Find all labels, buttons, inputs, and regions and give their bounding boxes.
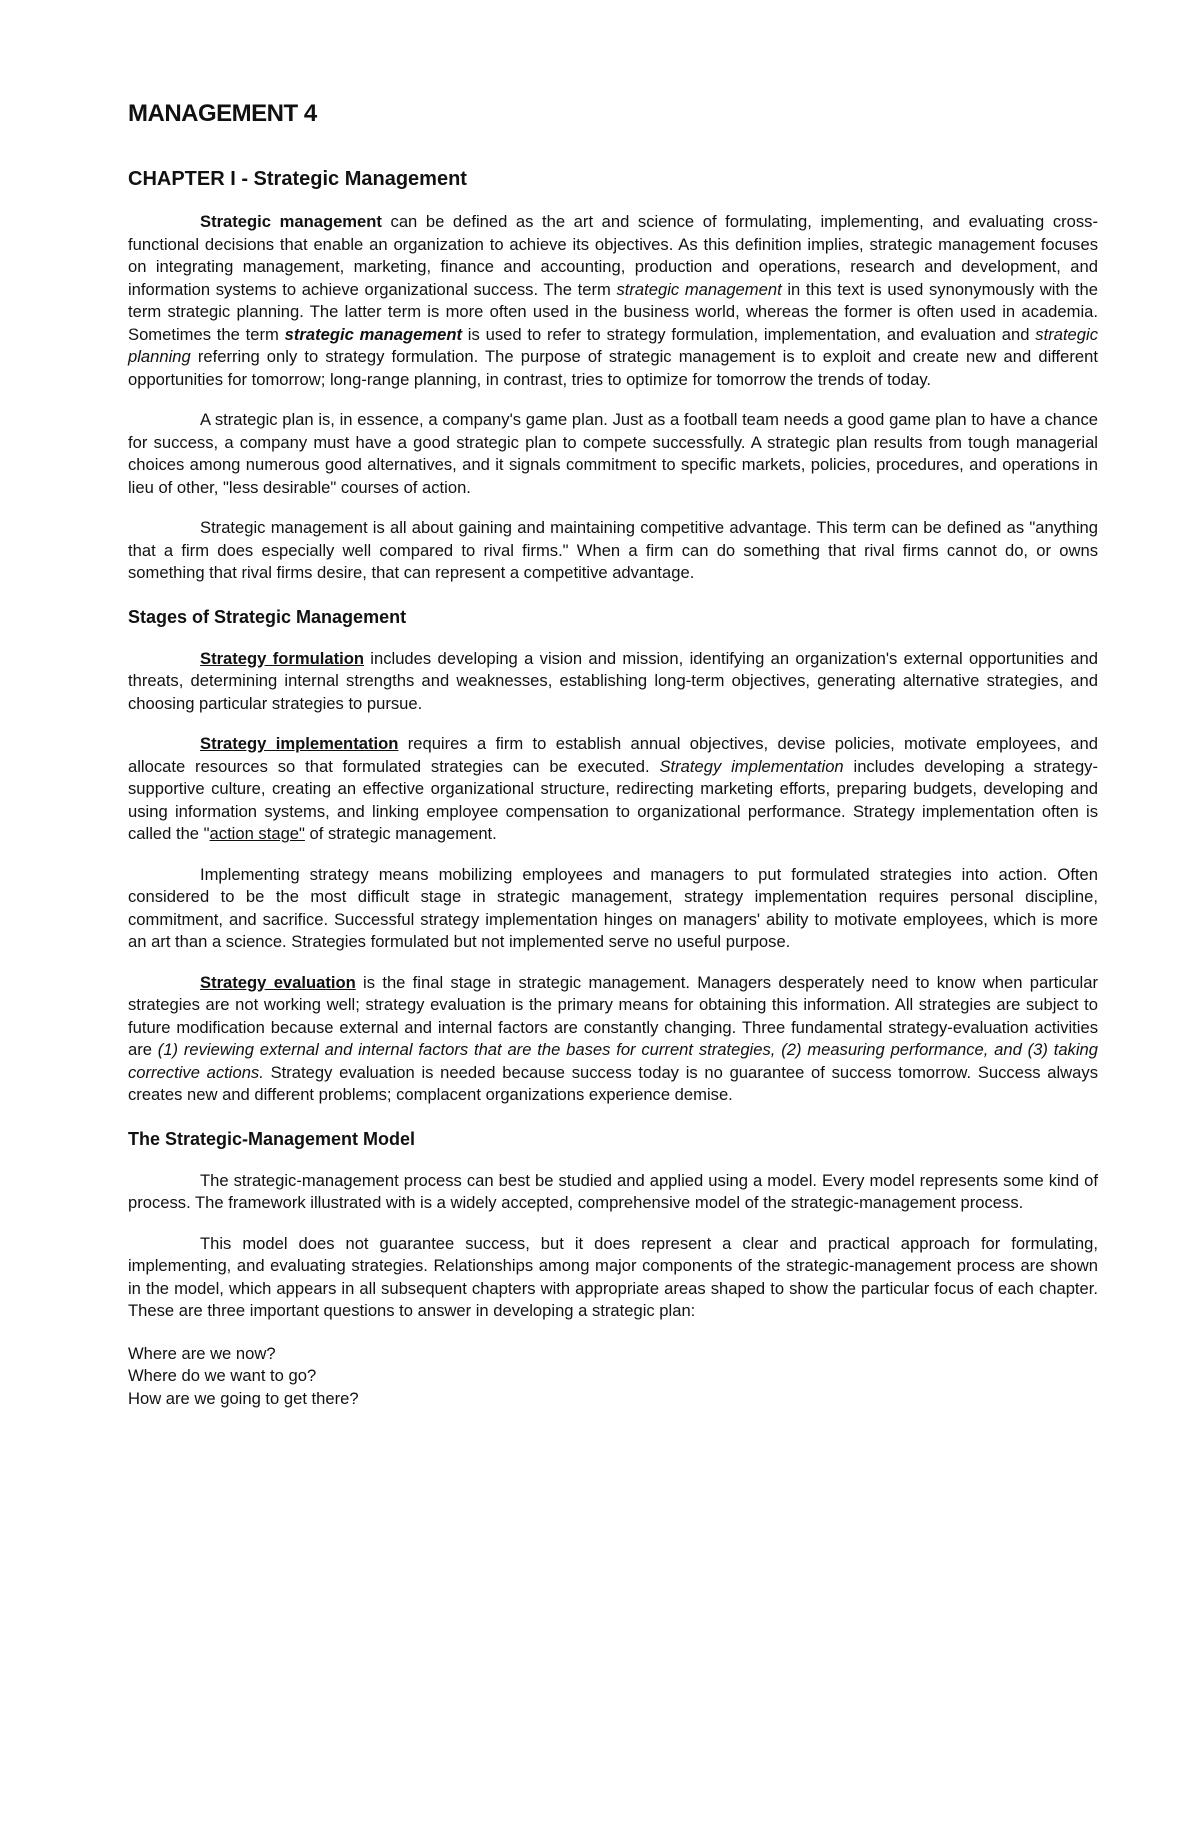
model-paragraph-2: This model does not guarantee success, but it does represent a clear and practical approach for formulating, implementing, and evaluating strategies. Relationships among major components of the strategic-management process are shown in the model, which appears in all subsequent chapters with appropriate areas shaped to show the particular focus of each chapter. These are three important questions to answer in developing a strategic plan: bbox=[128, 1233, 1098, 1320]
term-action-stage: action stage" bbox=[209, 824, 305, 843]
implementation-text-1: requires a firm to establish annual objectives, devise policies, motivate employees, and allocate resources so that formulated strategies can be executed. bbox=[128, 734, 1098, 776]
formulation-text: includes developing a vision and mission, identifying an organization's external opportunities and threats, determining internal strengths and weaknesses, establishing long-term objectives, generating alternative strategies, and choosing particular strategies to pursue. bbox=[128, 648, 1098, 713]
evaluation-emphasis: (1) reviewing external and internal factors that are the bases for current strategies, (2) measuring performance, and (3) taking corrective actions. bbox=[128, 1040, 1099, 1082]
model-heading: The Strategic-Management Model bbox=[128, 1128, 416, 1149]
intro-p1-text-4: referring only to strategy formulation. The purpose of strategic management is to exploit and create new and different opportunities for tomorrow; long-range planning, in contrast, tries to optimize for tomorrow the trends of today. bbox=[128, 347, 1098, 389]
question-item: Where are we now? bbox=[128, 1343, 276, 1363]
document-content bbox=[128, 100, 1098, 1410]
implementation-text-2: includes developing a strategy-supportive culture, creating an effective organizational structure, redirecting marketing efforts, preparing budgets, developing and using information systems, and linking employee compensation to organizational performance. Strategy implementation often is called the " bbox=[128, 756, 1099, 843]
intro-p1-emphasis-3: strategic planning bbox=[128, 324, 1098, 366]
question-item: How are we going to get there? bbox=[128, 1388, 359, 1408]
questions-list bbox=[128, 1343, 1098, 1411]
question-item: Where do we want to go? bbox=[128, 1366, 317, 1385]
evaluation-text-1: is the final stage in strategic management. Managers desperately need to know when particular strategies are not working well; strategy evaluation is the primary means for obtaining this information. All strategies are subject to future modification because external and internal factors are constantly changing. Three fundamental strategy-evaluation activities are bbox=[128, 972, 1098, 1059]
chapter-heading: CHAPTER I - Strategic Management bbox=[128, 168, 467, 190]
document-title: MANAGEMENT 4 bbox=[128, 100, 317, 127]
term-strategic-management: Strategic management bbox=[200, 212, 382, 231]
intro-p1-emphasis-1: strategic management bbox=[616, 279, 782, 299]
term-strategy-evaluation: Strategy evaluation bbox=[200, 972, 356, 992]
evaluation-text-2: Strategy evaluation is needed because success today is no guarantee of success tomorrow. Success always creates new and different problems; complacent organizations experience demise. bbox=[128, 1062, 1098, 1104]
intro-paragraph-1 bbox=[128, 211, 1098, 391]
intro-p1-text-3: is used to refer to strategy formulation, implementation, and evaluation and bbox=[462, 324, 1036, 344]
implementation-text-3: of strategic management. bbox=[304, 824, 497, 843]
intro-p1-text-1: can be defined as the art and science of formulating, implementing, and evaluating cross-functional decisions that enable an organization to achieve its objectives. As this definition implies, strategic management focuses on integrating management, marketing, finance and accounting, production and operations, research and development, and information systems to achieve organizational success. The term bbox=[128, 212, 1098, 299]
stages-heading: Stages of Strategic Management bbox=[128, 606, 407, 627]
term-strategy-implementation: Strategy implementation bbox=[200, 734, 399, 753]
evaluation-paragraph bbox=[128, 972, 1098, 1107]
implementation-emphasis: Strategy implementation bbox=[659, 756, 844, 776]
model-paragraph-1: The strategic-management process can best be studied and applied using a model. Every model represents some kind of process. The framework illustrated with is a widely accepted, comprehensive model of the strategic-management process. bbox=[128, 1170, 1098, 1212]
term-strategy-formulation: Strategy formulation bbox=[200, 648, 364, 668]
implementing-paragraph: Implementing strategy means mobilizing employees and managers to put formulated strategies into action. Often considered to be the most difficult stage in strategic management, strategy implementation requires personal discipline, commitment, and sacrifice. Successful strategy implementation hinges on managers' ability to motivate employees, which is more an art than a science. Strategies formulated but not implemented serve no useful purpose. bbox=[128, 864, 1098, 951]
intro-p1-emphasis-2: strategic management bbox=[284, 324, 462, 344]
implementation-paragraph bbox=[128, 733, 1098, 846]
intro-paragraph-2: A strategic plan is, in essence, a company's game plan. Just as a football team needs a good game plan to have a chance for success, a company must have a good strategic plan to compete successfully. A strategic plan results from tough managerial choices among numerous good alternatives, and it signals commitment to specific markets, policies, procedures, and operations in lieu of other, "less desirable" courses of action. bbox=[128, 410, 1098, 497]
formulation-paragraph bbox=[128, 648, 1098, 716]
intro-p1-text-2: in this text is used synonymously with the term strategic planning. The latter term is more often used in the business world, whereas the former is often used in academia. Sometimes the term bbox=[128, 279, 1098, 344]
intro-paragraph-3: Strategic management is all about gaining and maintaining competitive advantage. This term can be defined as "anything that a firm does especially well compared to rival firms." When a firm can do something that rival firms cannot do, or owns something that rival firms desire, that can represent a competitive advantage. bbox=[128, 518, 1098, 582]
